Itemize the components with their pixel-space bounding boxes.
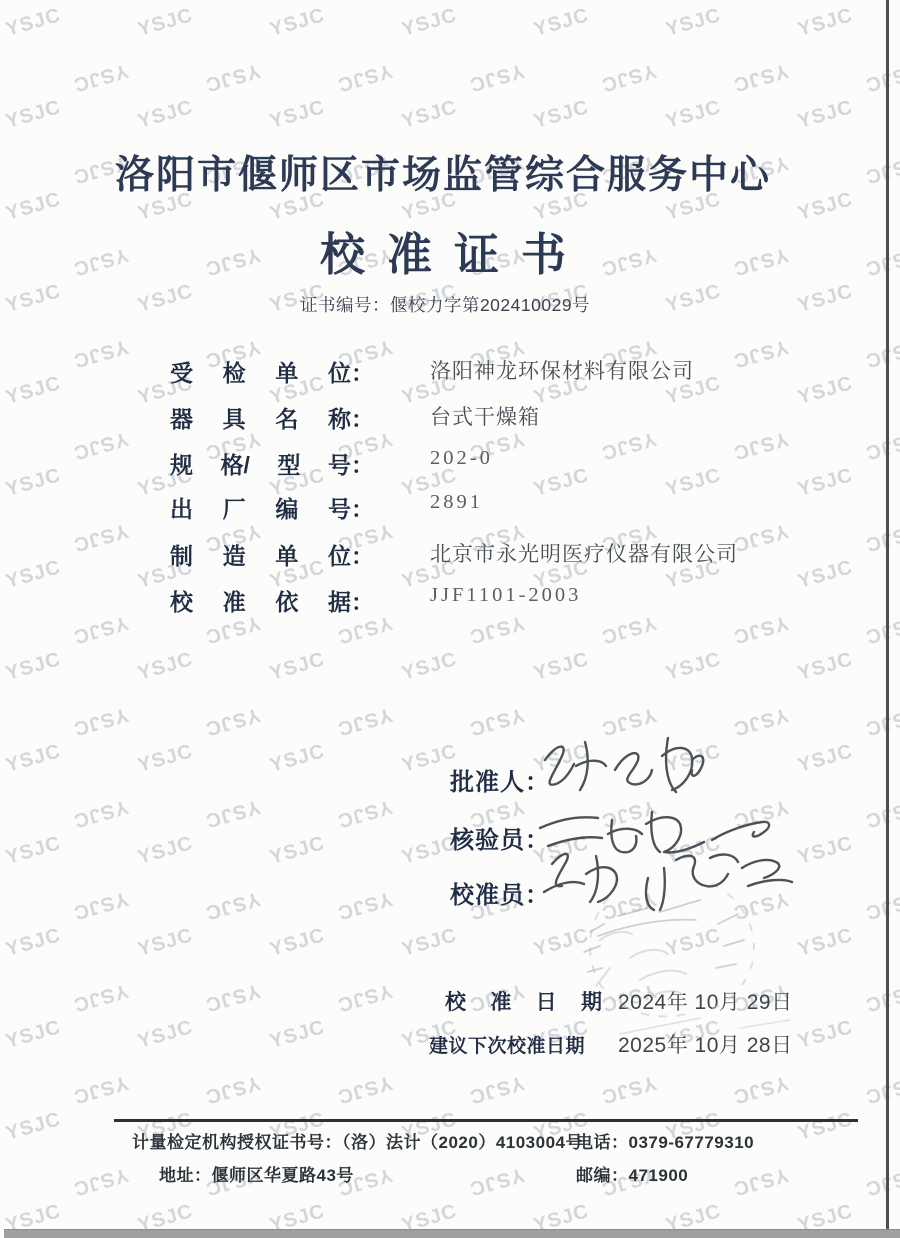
date-label-char: 期 xyxy=(580,991,602,1014)
doc-title xyxy=(0,218,886,283)
field-label-char: 名 xyxy=(275,406,299,432)
approver-label: 批准人： xyxy=(450,769,550,796)
field-row-serial-number xyxy=(0,491,900,521)
field-label-char: 检 xyxy=(222,360,246,386)
doc-title-char: 证 xyxy=(454,229,500,280)
phone-label: 电话： xyxy=(576,1133,629,1152)
calibrator-label: 校准员： xyxy=(450,882,550,909)
phone-value: 0379-67779310 xyxy=(628,1133,755,1152)
field-label-char: 编 xyxy=(275,496,299,522)
field-label-char: 位： xyxy=(327,543,374,569)
doc-title-char: 书 xyxy=(521,229,567,280)
doc-title-char: 校 xyxy=(319,229,365,280)
address-value: 偃师区华夏路43号 xyxy=(211,1166,354,1185)
field-label-char: 制 xyxy=(170,543,193,569)
field-row-manufacturer xyxy=(0,538,900,568)
calibration-date-value: 2024年 10月 29日 xyxy=(618,991,793,1014)
field-label xyxy=(170,355,374,388)
date-label-char: 校 xyxy=(445,991,466,1014)
field-value: 202-0 xyxy=(430,447,493,469)
scan-edge-right xyxy=(886,0,889,1238)
footer-postcode xyxy=(576,1161,688,1186)
field-label-char: 造 xyxy=(222,543,246,569)
field-label-char: 受 xyxy=(170,360,193,386)
footer-authorization: 计量检定机构授权证书号：（洛）法计（2020）4103004号 xyxy=(132,1133,583,1152)
field-label-char: 依 xyxy=(275,589,299,615)
field-label xyxy=(170,447,374,480)
field-label-char: 厂 xyxy=(222,496,246,522)
field-label-char: 据： xyxy=(327,589,374,615)
footer-divider xyxy=(114,1119,858,1122)
next-calibration-date-label: 建议下次校准日期 xyxy=(429,1036,586,1057)
calibration-date-label xyxy=(445,986,602,1016)
field-label-char: 出 xyxy=(170,496,193,522)
field-value: JJF1101-2003 xyxy=(430,584,582,606)
address-label: 地址： xyxy=(159,1166,212,1185)
field-label-char: 器 xyxy=(170,406,193,432)
cert-number: 证书编号：偃校力字第202410029号 xyxy=(299,295,591,315)
field-label-char: 位： xyxy=(327,360,374,386)
field-label-char: 准 xyxy=(222,589,246,615)
org-name: 洛阳市偃师区市场监管综合服务中心 xyxy=(114,154,771,197)
field-row-instrument-name xyxy=(0,401,900,431)
field-label-char: 具 xyxy=(222,406,246,432)
field-label xyxy=(170,584,374,617)
date-label-char: 日 xyxy=(535,991,557,1014)
footer-phone xyxy=(576,1128,754,1153)
postcode-label: 邮编： xyxy=(576,1166,629,1185)
field-label-char: 单 xyxy=(275,543,299,569)
field-row-model xyxy=(0,447,900,477)
field-label xyxy=(170,538,374,571)
field-label xyxy=(170,401,374,434)
field-label-char: 格/ xyxy=(220,452,250,478)
field-label-char: 号： xyxy=(327,496,374,522)
field-row-calibration-basis xyxy=(0,584,900,614)
field-value: 台式干燥箱 xyxy=(430,406,540,429)
postcode-value: 471900 xyxy=(628,1166,689,1185)
doc-title-char: 准 xyxy=(386,229,432,280)
field-label-char: 校 xyxy=(170,589,193,615)
next-calibration-date-value: 2025年 10月 28日 xyxy=(618,1034,793,1057)
scan-edge-bottom xyxy=(4,1229,900,1238)
field-label-char: 单 xyxy=(275,360,299,386)
field-label-char: 规 xyxy=(170,452,193,478)
field-label-char: 型 xyxy=(277,452,301,478)
date-label-char: 准 xyxy=(490,991,512,1014)
field-label xyxy=(170,491,374,524)
field-row-inspected-unit xyxy=(0,355,900,385)
field-label-char: 称： xyxy=(327,406,374,432)
verifier-label: 核验员： xyxy=(450,827,550,854)
field-value: 2891 xyxy=(430,491,483,513)
field-label-char: 号： xyxy=(327,452,374,478)
field-value: 北京市永光明医疗仪器有限公司 xyxy=(430,543,738,566)
footer-address xyxy=(159,1161,354,1186)
field-value: 洛阳神龙环保材料有限公司 xyxy=(430,360,694,383)
